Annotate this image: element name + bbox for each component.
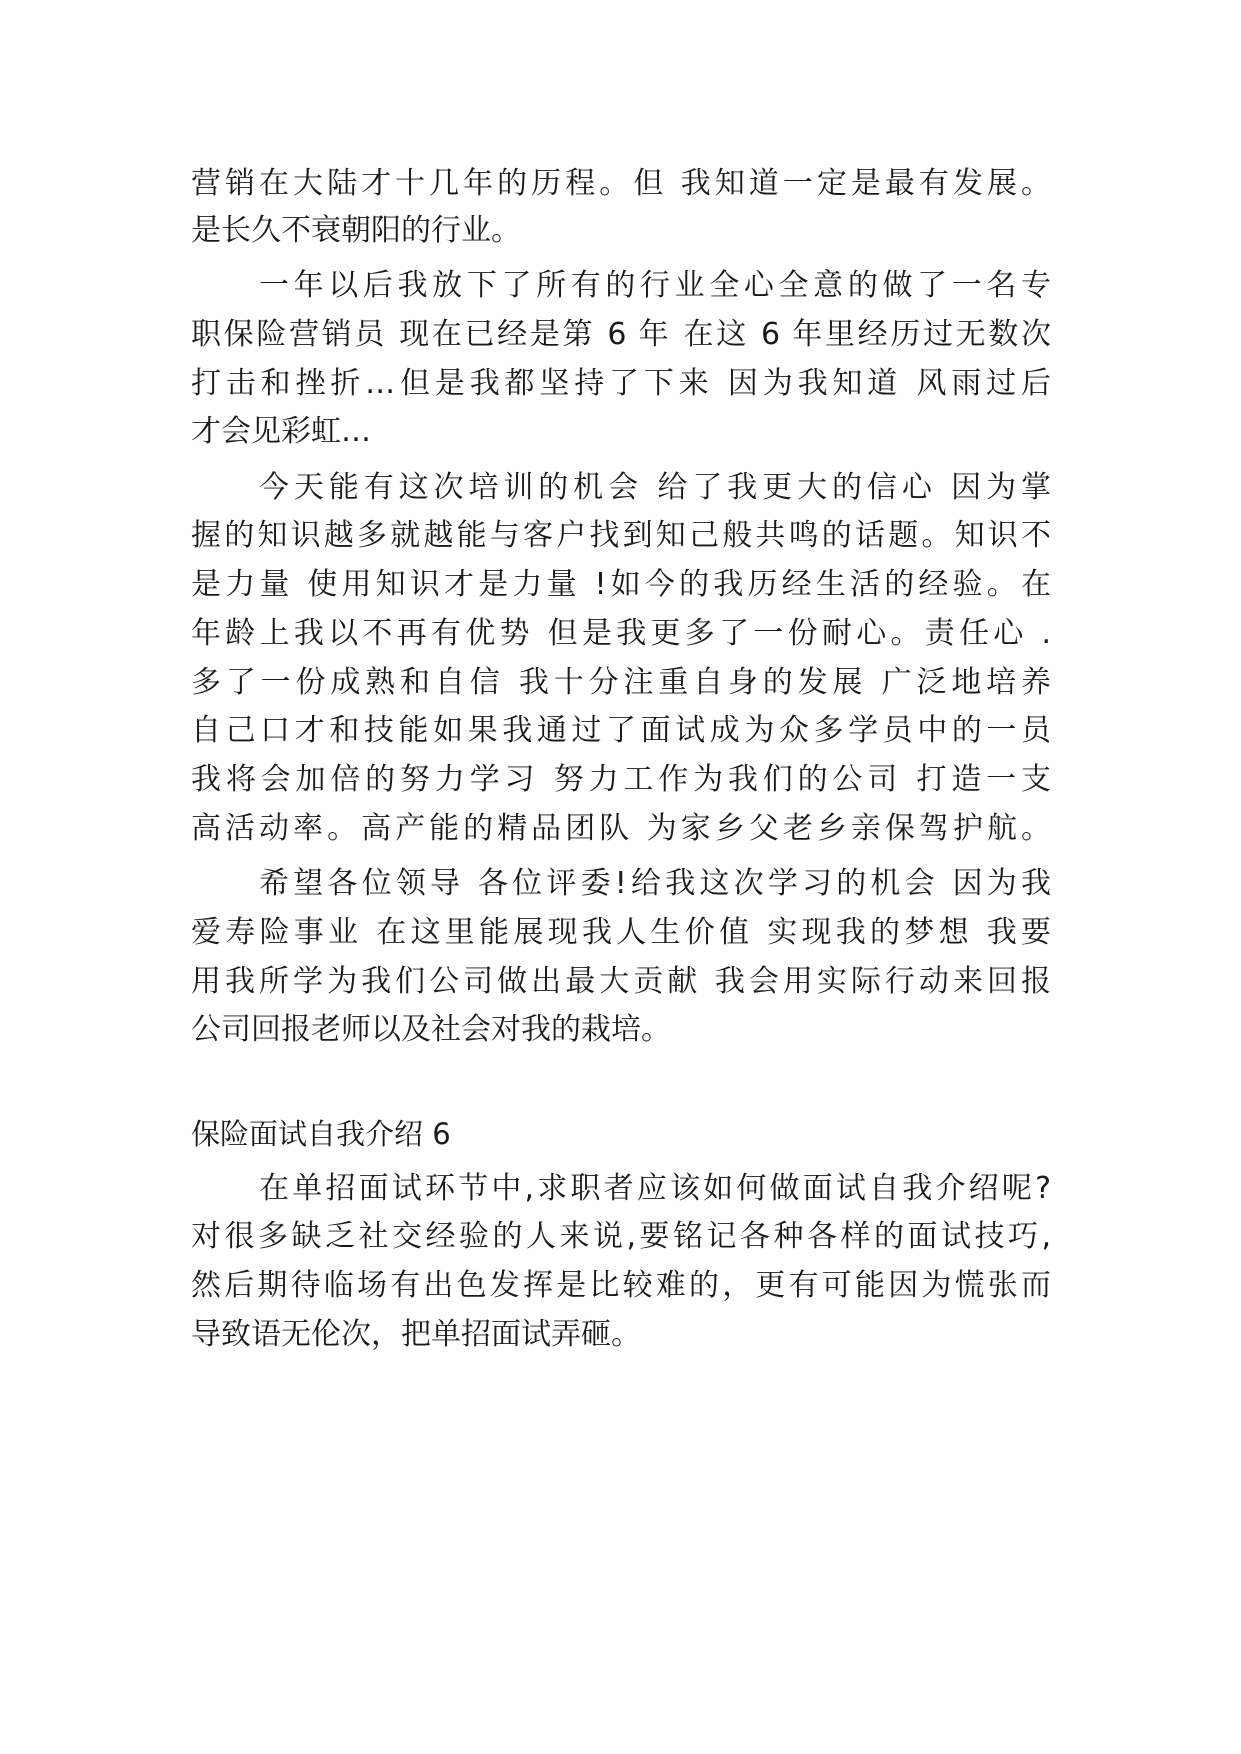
- text-line: 握的知识越多就越能与客户找到知己般共鸣的话题。知识不: [191, 518, 1051, 553]
- text-line: 才会见彩虹…: [191, 414, 371, 449]
- text-line: 职保险营销员 现在已经是第 6 年 在这 6 年里经历过无数次: [191, 317, 1051, 352]
- text-line: 希望各位领导 各位评委!给我这次学习的机会 因为我: [259, 866, 1051, 901]
- section-heading: 保险面试自我介绍 6: [191, 1117, 451, 1151]
- text-line: 公司回报老师以及社会对我的栽培。: [191, 1012, 671, 1047]
- text-line: 对很多缺乏社交经验的人来说,要铭记各种各样的面试技巧,: [191, 1219, 1051, 1254]
- text-line: 爱寿险事业 在这里能展现我人生价值 实现我的梦想 我要: [191, 915, 1051, 950]
- text-line: 自己口才和技能如果我通过了面试成为众多学员中的一员: [191, 713, 1051, 748]
- text-line: 然后期待临场有出色发挥是比较难的，更有可能因为慌张而: [191, 1268, 1051, 1303]
- text-line: 高活动率。高产能的精品团队 为家乡父老乡亲保驾护航。: [191, 811, 1051, 846]
- text-line: 一年以后我放下了所有的行业全心全意的做了一名专: [259, 268, 1051, 303]
- text-line: 是长久不衰朝阳的行业。: [191, 213, 521, 248]
- text-line: 在单招面试环节中,求职者应该如何做面试自我介绍呢?: [259, 1171, 1051, 1206]
- text-line: 今天能有这次培训的机会 给了我更大的信心 因为掌: [259, 470, 1051, 505]
- text-line: 打击和挫折…但是我都坚持了下来 因为我知道 风雨过后: [191, 366, 1051, 401]
- text-line: 导致语无伦次，把单招面试弄砸。: [191, 1317, 641, 1352]
- text-line: 营销在大陆才十几年的历程。但 我知道一定是最有发展。: [191, 166, 1051, 201]
- text-line: 是力量 使用知识才是力量 !如今的我历经生活的经验。在: [191, 567, 1051, 602]
- text-line: 用我所学为我们公司做出最大贡献 我会用实际行动来回报: [191, 964, 1051, 999]
- text-line: 多了一份成熟和自信 我十分注重自身的发展 广泛地培养: [191, 665, 1051, 700]
- text-line: 年龄上我以不再有优势 但是我更多了一份耐心。责任心 .: [191, 616, 1051, 651]
- text-line: 我将会加倍的努力学习 努力工作为我们的公司 打造一支: [191, 762, 1051, 797]
